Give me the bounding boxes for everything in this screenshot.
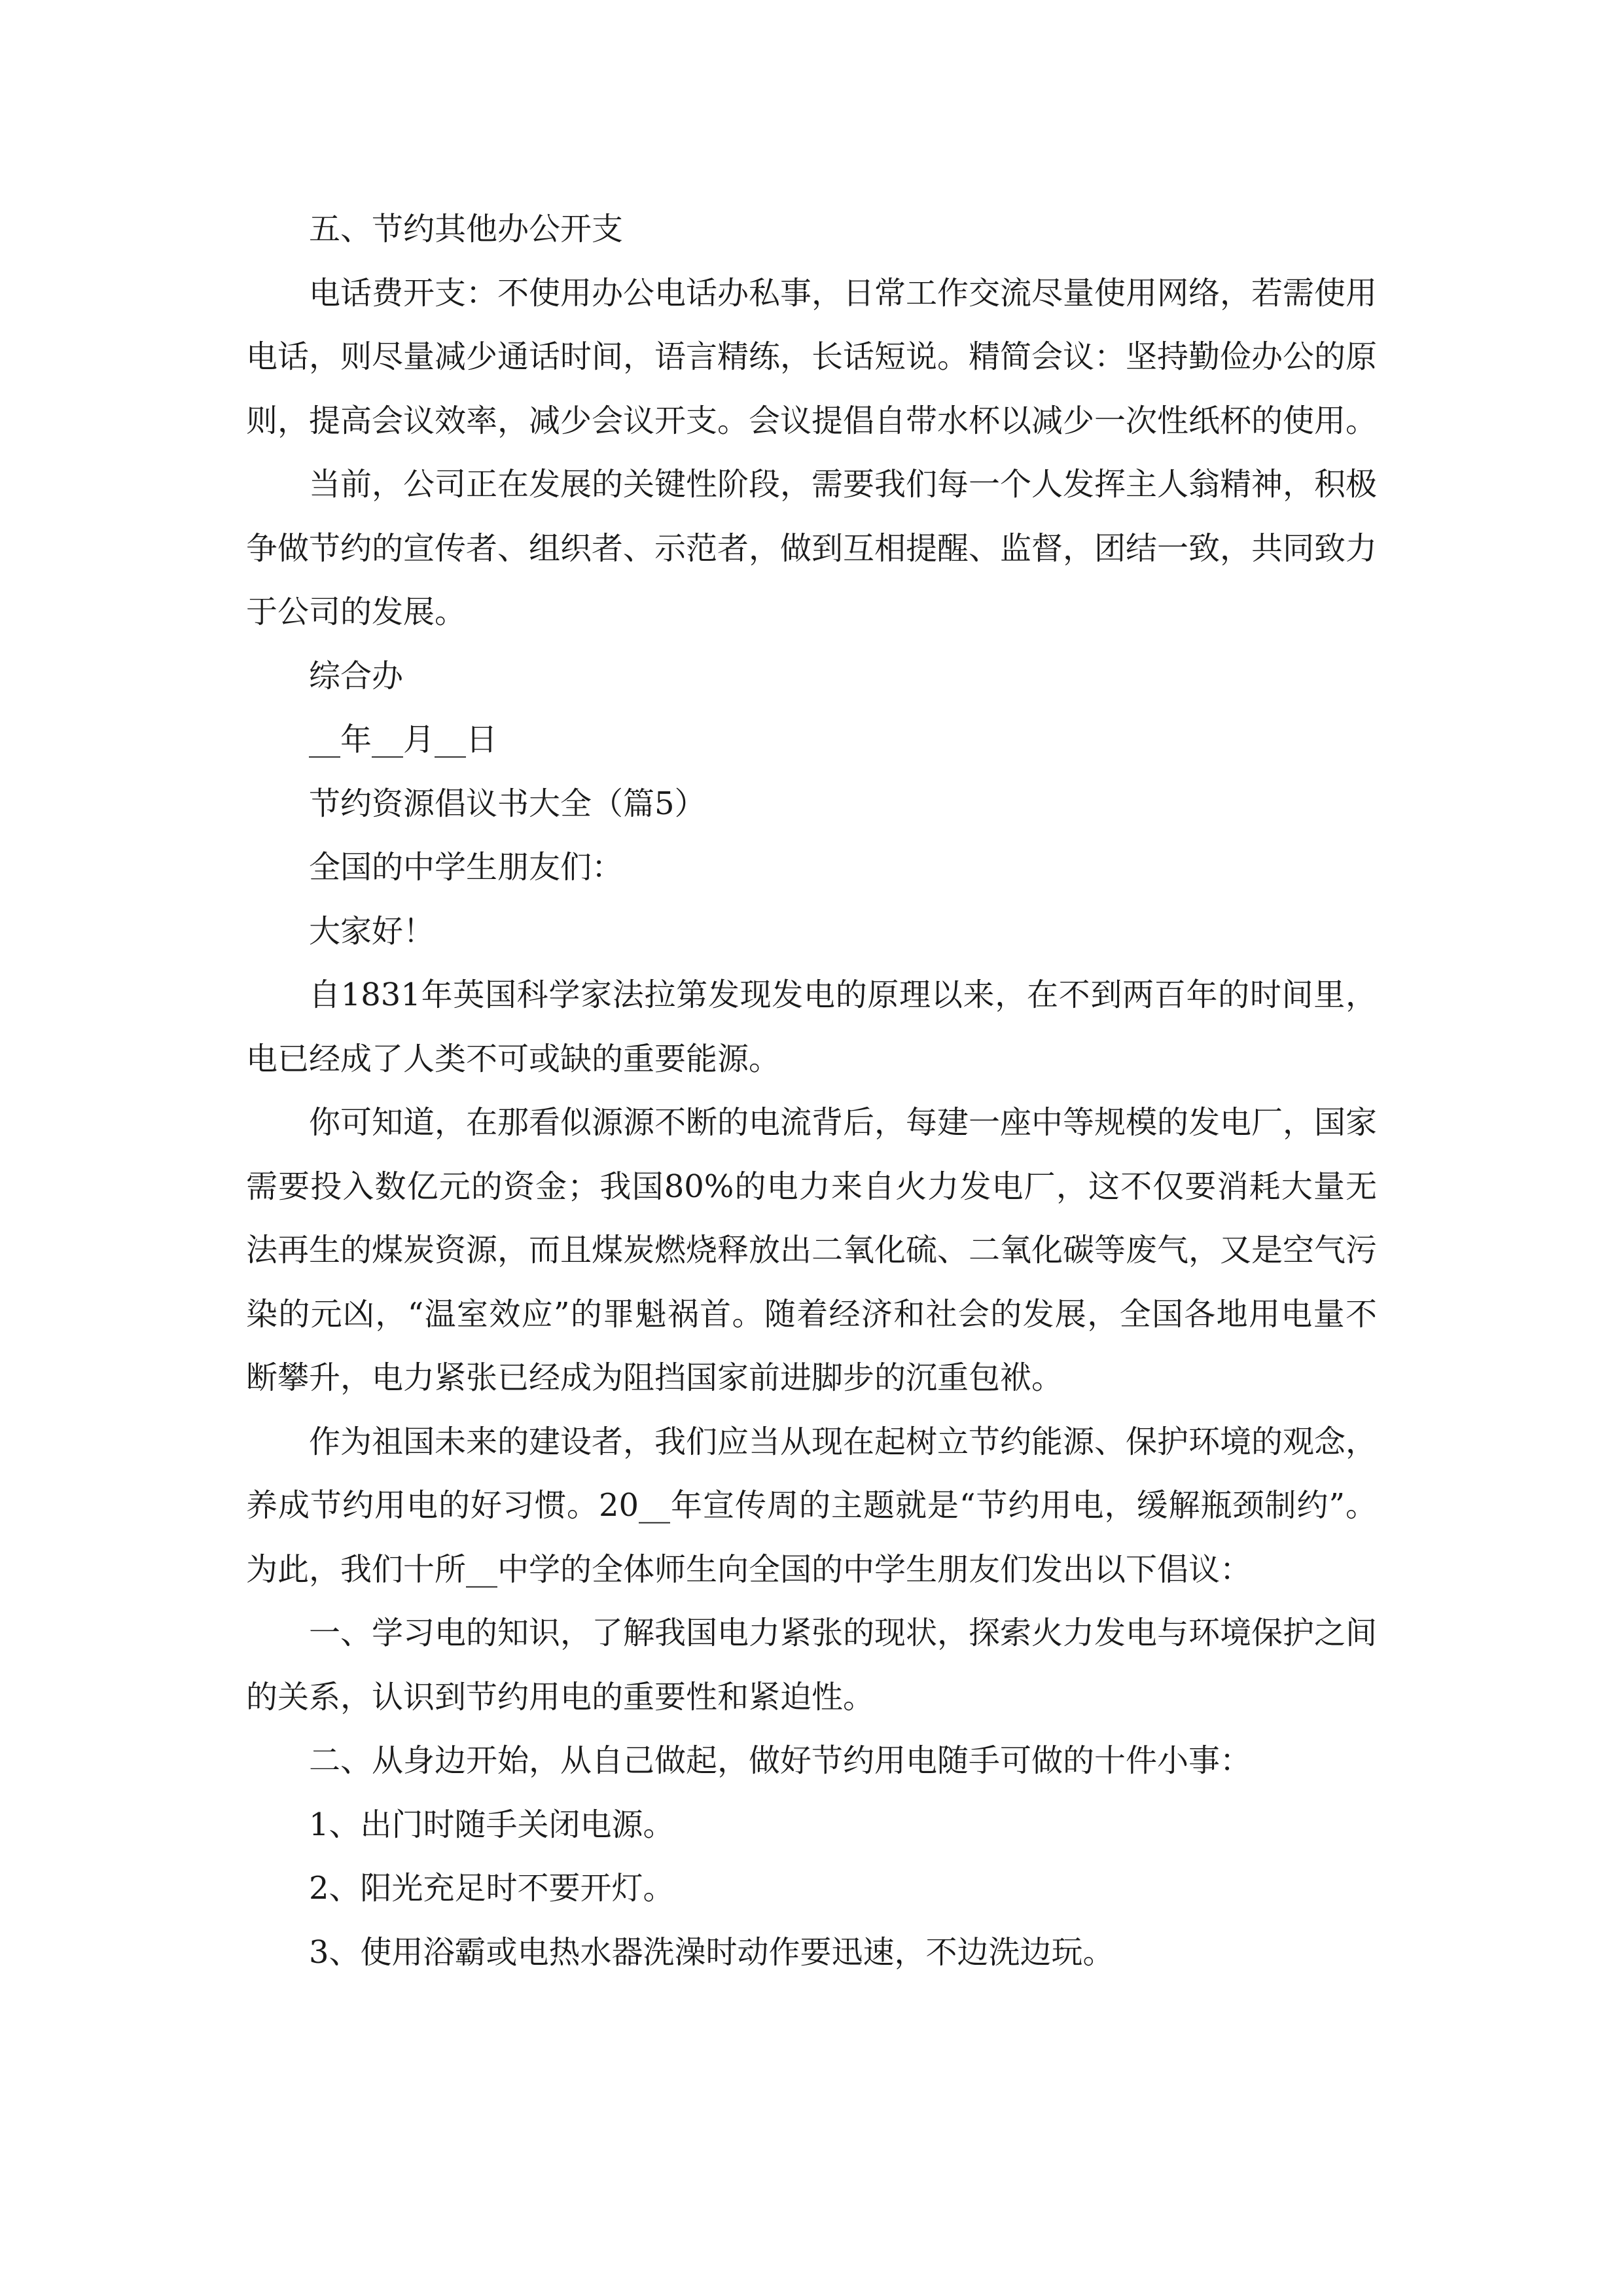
list-item-turn-off-power: 1、出门时随手关闭电源。: [309, 1806, 675, 1843]
paragraph-future-builders: 作为祖国未来的建设者，我们应当从现在起树立节约能源、保护环境的观念，养成节约用电的好习惯。20__年宣传周的主题就是“节约用电，缓解瓶颈制约”。为此，我们十所__中学的全体师生向全国的中学生朋友们发出以下倡议：: [246, 1423, 1378, 1588]
list-item-no-lights-in-sun: 2、阳光充足时不要开灯。: [309, 1870, 675, 1907]
list-item-start-yourself: 二、从身边开始，从自己做起，做好节约用电随手可做的十件小事：: [309, 1742, 1252, 1779]
list-item-quick-shower: 3、使用浴霸或电热水器洗澡时动作要迅速，不边洗边玩。: [309, 1933, 1115, 1971]
paragraph-electricity-history: 自1831年英国科学家法拉第发现发电的原理以来，在不到两百年的时间里，电已经成了人类不可或缺的重要能源。: [246, 977, 1377, 1077]
list-item-learn-electricity: 一、学习电的知识，了解我国电力紧张的现状，探索火力发电与环境保护之间的关系，认识到节约用电的重要性和紧迫性。: [246, 1615, 1378, 1715]
section-heading-office-expenses: 五、节约其他办公开支: [309, 211, 624, 247]
paragraph-company-development: 当前，公司正在发展的关键性阶段，需要我们每一个人发挥主人翁精神，积极争做节约的宣传者、组织者、示范者，做到互相提醒、监督，团结一致，共同致力于公司的发展。: [246, 466, 1378, 630]
salutation: 全国的中学生朋友们：: [309, 849, 624, 886]
signature-department: 综合办: [309, 657, 404, 694]
greeting: 大家好！: [309, 912, 435, 950]
document-body: [246, 198, 1377, 1984]
signature-date: __年__月__日: [309, 721, 498, 758]
paragraph-phone-and-meetings: 电话费开支：不使用办公电话办私事，日常工作交流尽量使用网络，若需使用电话，则尽量减少通话时间，语言精练，长话短说。精简会议：坚持勤俭办公的原则，提高会议效率，减少会议开支。会议提倡自带水杯以减少一次性纸杯的使用。: [246, 274, 1378, 439]
section-title-proposal-5: 节约资源倡议书大全（篇5）: [309, 785, 706, 822]
paragraph-power-plants: 你可知道，在那看似源源不断的电流背后，每建一座中等规模的发电厂，国家需要投入数亿元的资金；我国80%的电力来自火力发电厂，这不仅要消耗大量无法再生的煤炭资源，而且煤炭燃烧释放出二氧化硫、二氧化碳等废气，又是空气污染的元凶，“温室效应”的罪魁祸首。随着经济和社会的发展，全国各地用电量不断攀升，电力紧张已经成为阻挡国家前进脚步的沉重包袱。: [246, 1104, 1378, 1396]
